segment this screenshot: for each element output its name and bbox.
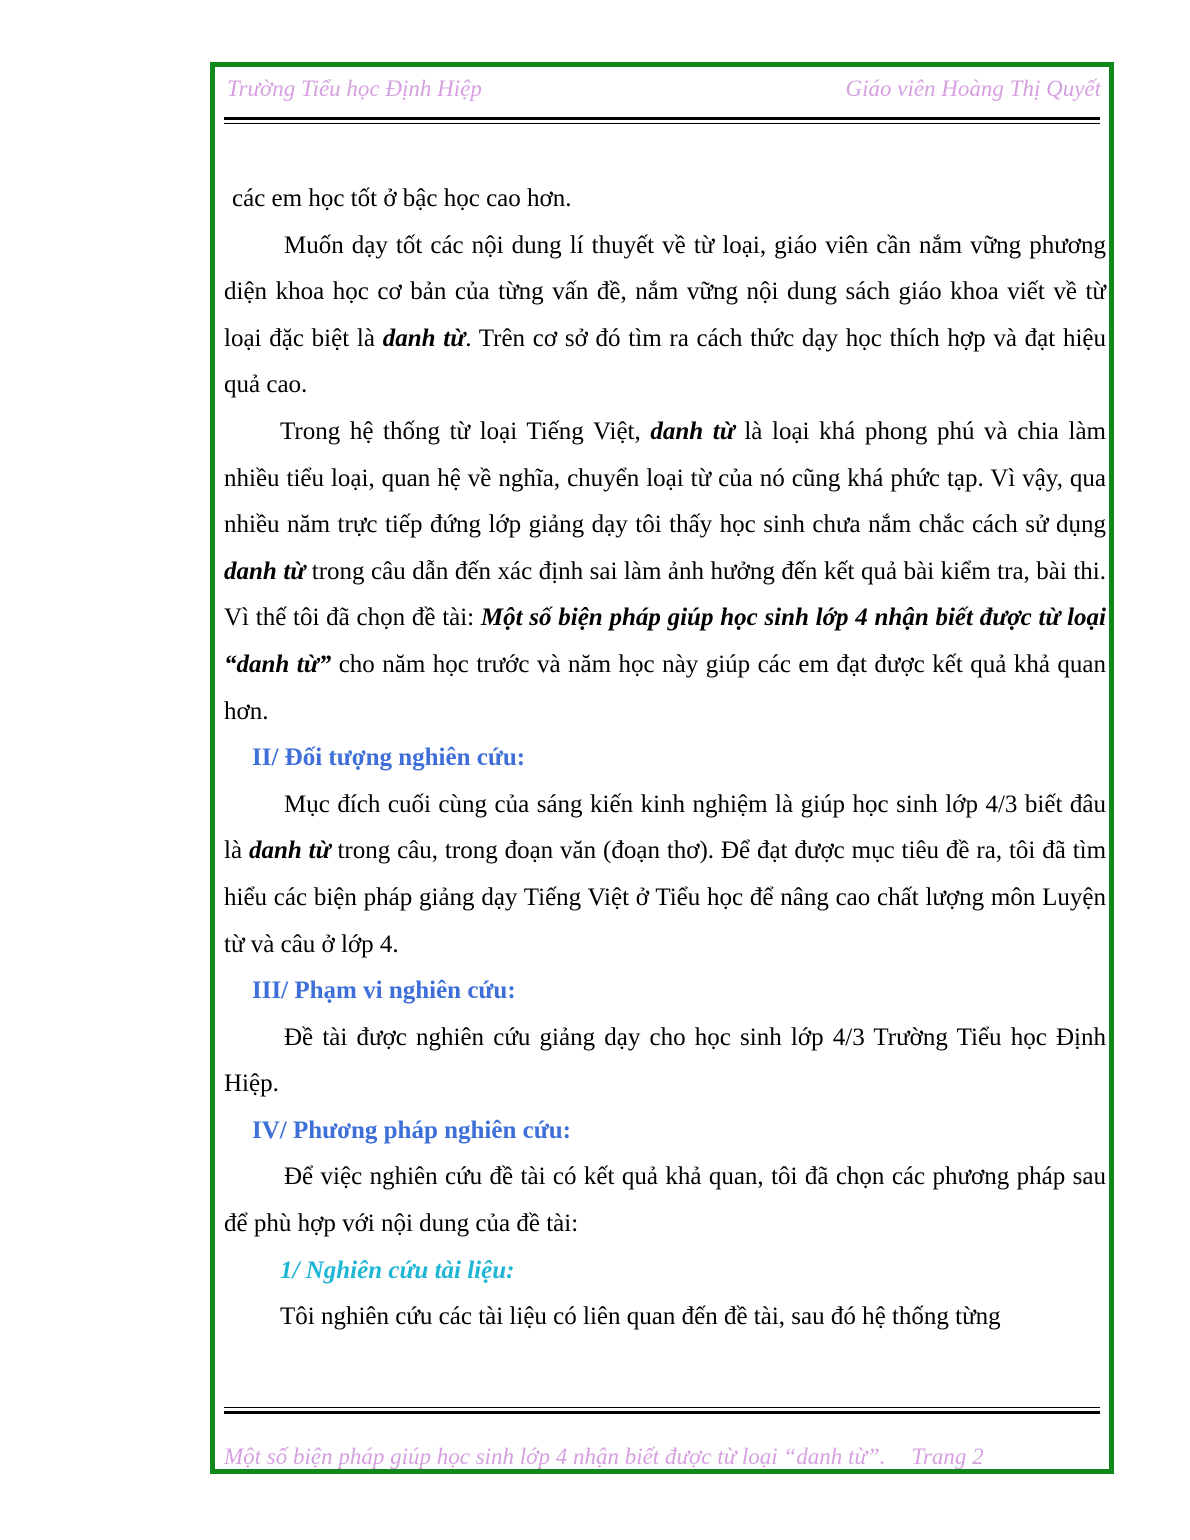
paragraph: Muốn dạy tốt các nội dung lí thuyết về từ loại, giáo viên cần nắm vững phương diện khoa học cơ bản của từng vấn đề, nắm vững nội dung sách giáo khoa viết về từ loại đặc biệt là danh từ. Trên cơ sở đó tìm ra cách thức dạy học thích hợp và đạt hiệu quả cao. [224, 231, 1106, 399]
paragraph: các em học tốt ở bậc học cao hơn. [232, 185, 572, 212]
emphasis: danh từ [650, 417, 735, 445]
header-rule-thin [224, 123, 1100, 124]
page-number: Trang 2 [911, 1444, 984, 1469]
footer-rule-thin [224, 1407, 1100, 1408]
section-heading: II/ Đối tượng nghiên cứu: [252, 744, 526, 772]
header-school: Trường Tiểu học Định Hiệp [227, 76, 482, 101]
emphasis: danh từ [224, 557, 306, 585]
paragraph: Mục đích cuối cùng của sáng kiến kinh nghiệm là giúp học sinh lớp 4/3 biết đâu là danh từ trong câu, trong đoạn văn (đoạn thơ). Để đạt được mục tiêu đề ra, tôi đã tìm hiểu các biện pháp giảng dạy Tiếng Việt ở Tiểu học để nâng cao chất lượng môn Luyện từ và câu ở lớp 4. [224, 790, 1107, 958]
header-teacher: Giáo viên Hoàng Thị Quyết [845, 76, 1101, 101]
paragraph: Tôi nghiên cứu các tài liệu có liên quan đến đề tài, sau đó hệ thống từng [280, 1303, 1001, 1331]
emphasis: danh từ [382, 324, 466, 352]
page-footer [224, 1441, 1104, 1473]
topic-title: Một số biện pháp giúp học sinh lớp 4 nhận biết được từ loại “danh từ” [224, 604, 1107, 678]
paragraph: Trong hệ thống từ loại Tiếng Việt, danh từ là loại khá phong phú và chia làm nhiều tiểu loại, quan hệ về nghĩa, chuyển loại từ của nó cũng khá phức tạp. Vì vậy, qua nhiều năm trực tiếp đứng lớp giảng dạy tôi thấy học sinh chưa nắm chắc cách sử dụng danh từ trong câu dẫn đến xác định sai làm ảnh hưởng đến kết quả bài kiểm tra, bài thi. Vì thế tôi đã chọn đề tài: Một số biện pháp giúp học sinh lớp 4 nhận biết được từ loại “danh từ” cho năm học trước và năm học này giúp các em đạt được kết quả khả quan hơn. [224, 417, 1107, 725]
header-rule-thick [224, 117, 1100, 120]
emphasis: danh từ [248, 837, 331, 865]
footer-rule-thick [224, 1411, 1100, 1414]
page-header [227, 72, 1101, 106]
paragraph: Đề tài được nghiên cứu giảng dạy cho học sinh lớp 4/3 Trường Tiểu học Định Hiệp. [224, 1023, 1106, 1098]
section-heading: IV/ Phương pháp nghiên cứu: [252, 1116, 571, 1144]
paragraph: Để việc nghiên cứu đề tài có kết quả khả quan, tôi đã chọn các phương pháp sau để phù hợp với nội dung của đề tài: [224, 1163, 1106, 1238]
section-heading: III/ Phạm vi nghiên cứu: [252, 977, 516, 1005]
document-body [224, 176, 1106, 1341]
subsection-heading: 1/ Nghiên cứu tài liệu: [280, 1256, 515, 1284]
footer-title: Một số biện pháp giúp học sinh lớp 4 nhận biết được từ loại “danh từ”. [224, 1444, 886, 1469]
